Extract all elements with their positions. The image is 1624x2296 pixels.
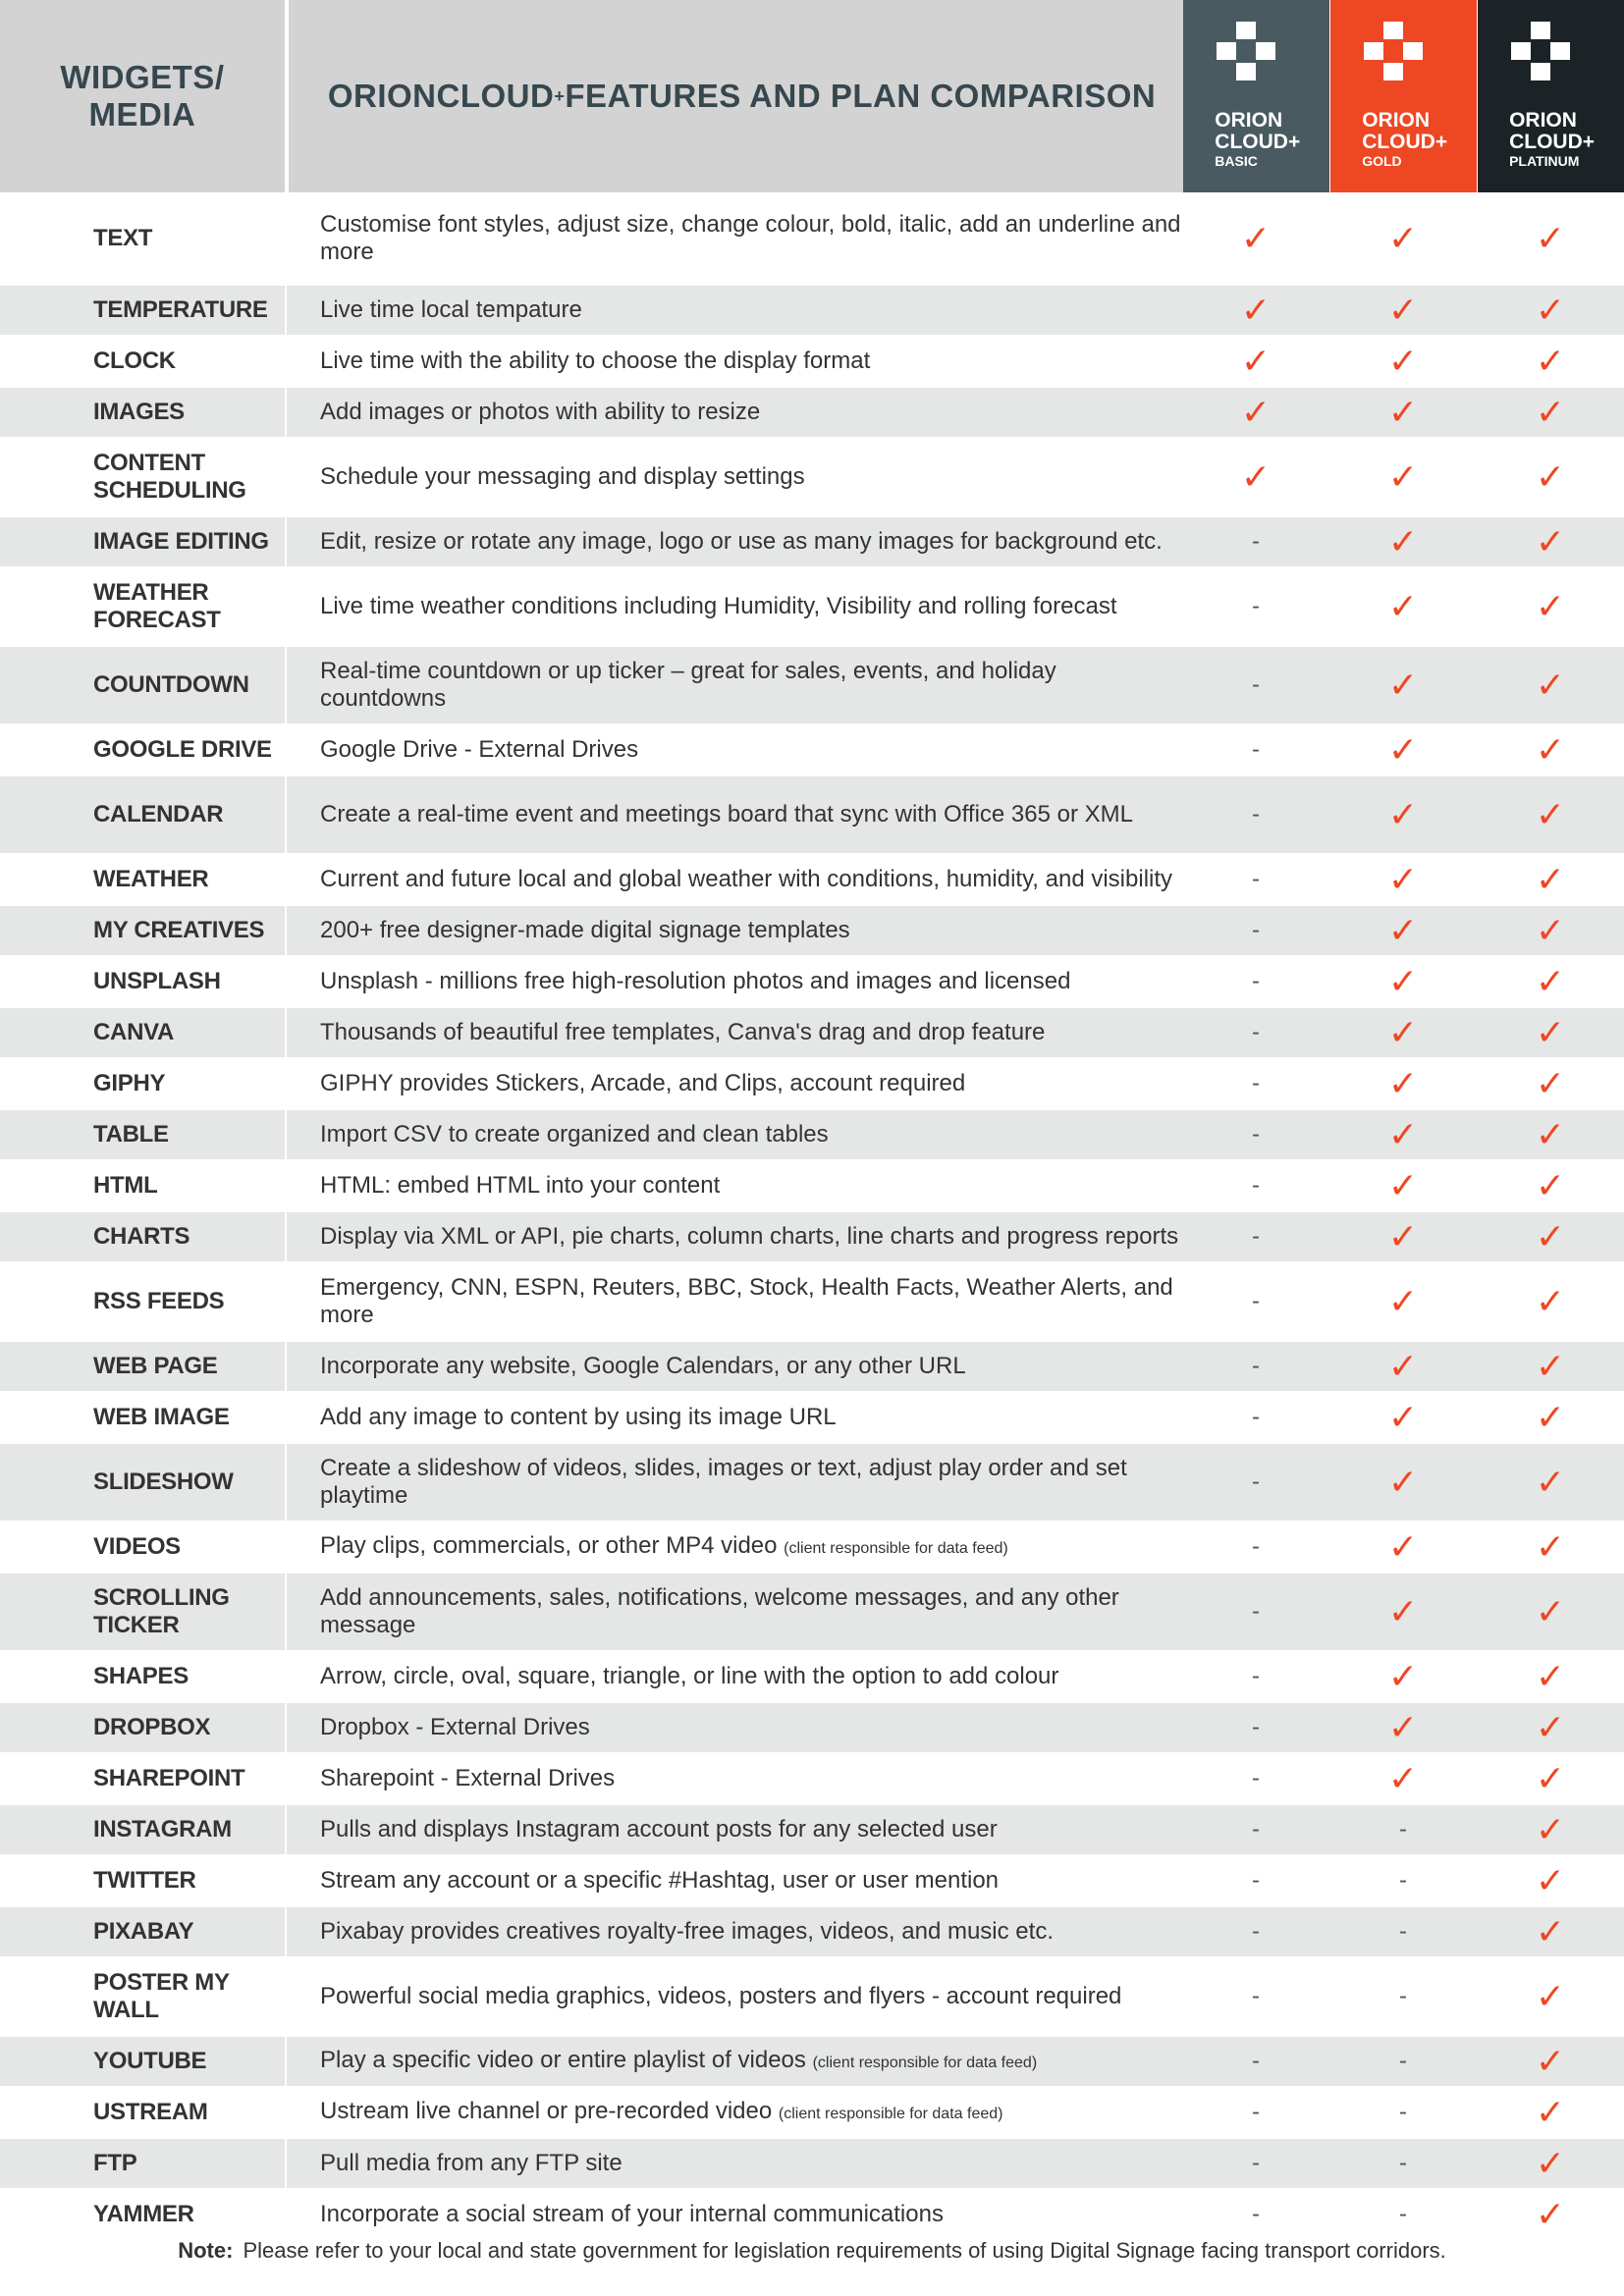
check-icon-gold: ✓ bbox=[1387, 961, 1419, 1001]
dash-gold: - bbox=[1399, 1918, 1407, 1945]
check-icon-platinum: ✓ bbox=[1535, 910, 1566, 950]
check-icon-gold: ✓ bbox=[1387, 1281, 1419, 1321]
plan-name-basic: ORION CLOUD+ BASIC bbox=[1215, 109, 1301, 169]
dash-basic: - bbox=[1252, 866, 1260, 892]
check-icon-platinum: ✓ bbox=[1535, 2143, 1566, 2183]
feature-name: GOOGLE DRIVE bbox=[93, 736, 272, 763]
check-icon-platinum: ✓ bbox=[1535, 794, 1566, 834]
check-icon-gold: ✓ bbox=[1387, 665, 1419, 705]
table-row bbox=[0, 388, 1624, 439]
feature-description bbox=[285, 1008, 1182, 1057]
check-icon-platinum: ✓ bbox=[1535, 1526, 1566, 1567]
feature-name: YAMMER bbox=[93, 2201, 194, 2227]
check-icon-gold: ✓ bbox=[1387, 1526, 1419, 1567]
feature-name: IMAGE EDITING bbox=[93, 528, 269, 555]
check-icon-platinum: ✓ bbox=[1535, 1346, 1566, 1386]
dash-gold: - bbox=[1399, 2201, 1407, 2227]
plan-header-platinum bbox=[1478, 0, 1624, 192]
table-row bbox=[0, 2088, 1624, 2139]
feature-description-text: Thousands of beautiful free templates, Canva's drag and drop feature bbox=[320, 1019, 1046, 1045]
feature-description bbox=[285, 337, 1182, 386]
feature-description bbox=[285, 1161, 1182, 1210]
table-row bbox=[0, 1444, 1624, 1522]
table-row bbox=[0, 1263, 1624, 1342]
dash-basic: - bbox=[1252, 1816, 1260, 1842]
table-row bbox=[0, 1856, 1624, 1907]
table-row bbox=[0, 1212, 1624, 1263]
table-row bbox=[0, 568, 1624, 647]
feature-name: USTREAM bbox=[93, 2099, 208, 2125]
title-brand: ORIONCLOUD bbox=[327, 78, 555, 114]
check-icon-platinum: ✓ bbox=[1535, 859, 1566, 899]
plan-name-gold: ORION CLOUD+ GOLD bbox=[1362, 109, 1448, 169]
title-rest: FEATURES AND PLAN COMPARISON bbox=[565, 78, 1157, 114]
check-icon-gold: ✓ bbox=[1387, 1346, 1419, 1386]
feature-name: UNSPLASH bbox=[93, 968, 221, 994]
table-row bbox=[0, 1574, 1624, 1652]
check-icon-gold: ✓ bbox=[1387, 521, 1419, 561]
dash-basic: - bbox=[1252, 1663, 1260, 1689]
check-icon-basic: ✓ bbox=[1240, 217, 1272, 258]
feature-description-text: Play clips, commercials, or other MP4 video bbox=[320, 1531, 778, 1559]
feature-name: CLOCK bbox=[93, 347, 176, 374]
feature-name: TEMPERATURE bbox=[93, 296, 268, 323]
dash-basic: - bbox=[1252, 1867, 1260, 1894]
check-icon-gold: ✓ bbox=[1387, 1114, 1419, 1154]
feature-description-text: Play a specific video or entire playlist of videos bbox=[320, 2046, 806, 2073]
table-header bbox=[0, 0, 1624, 192]
check-icon-platinum: ✓ bbox=[1535, 1114, 1566, 1154]
table-row bbox=[0, 1754, 1624, 1805]
plan-tier-gold: GOLD bbox=[1362, 153, 1402, 169]
feature-description bbox=[285, 1522, 1182, 1572]
dash-basic: - bbox=[1252, 1765, 1260, 1791]
orion-logo-icon bbox=[1511, 22, 1570, 80]
feature-description bbox=[285, 2088, 1182, 2137]
feature-description bbox=[285, 725, 1182, 774]
check-icon-platinum: ✓ bbox=[1535, 665, 1566, 705]
table-row bbox=[0, 1059, 1624, 1110]
check-icon-platinum: ✓ bbox=[1535, 1281, 1566, 1321]
table-row bbox=[0, 647, 1624, 725]
check-icon-gold: ✓ bbox=[1387, 1063, 1419, 1103]
check-icon-platinum: ✓ bbox=[1535, 1462, 1566, 1502]
feature-name: SLIDESHOW bbox=[93, 1468, 234, 1495]
feature-name: WEATHER FORECAST bbox=[93, 579, 221, 633]
feature-description bbox=[285, 1805, 1182, 1854]
dash-basic: - bbox=[1252, 917, 1260, 943]
feature-description-text: Real-time countdown or up ticker – great for sales, events, and holiday countdowns bbox=[320, 658, 1056, 712]
table-row bbox=[0, 192, 1624, 286]
table-row bbox=[0, 725, 1624, 776]
check-icon-gold: ✓ bbox=[1387, 1165, 1419, 1205]
feature-name: POSTER MY WALL bbox=[93, 1969, 230, 2023]
dash-gold: - bbox=[1399, 2099, 1407, 2125]
check-icon-gold: ✓ bbox=[1387, 1216, 1419, 1256]
widgets-media-header bbox=[0, 0, 285, 192]
dash-basic: - bbox=[1252, 1223, 1260, 1250]
dash-basic: - bbox=[1252, 1019, 1260, 1045]
feature-description bbox=[285, 1703, 1182, 1752]
feature-name: RSS FEEDS bbox=[93, 1288, 225, 1314]
dash-basic: - bbox=[1252, 593, 1260, 619]
feature-description-text: Create a real-time event and meetings board that sync with Office 365 or XML bbox=[320, 801, 1133, 828]
feature-description-text: Add images or photos with ability to resize bbox=[320, 399, 761, 425]
orion-logo-icon bbox=[1217, 22, 1275, 80]
check-icon-gold: ✓ bbox=[1387, 217, 1419, 258]
dash-basic: - bbox=[1252, 1070, 1260, 1096]
feature-name: TABLE bbox=[93, 1121, 169, 1148]
feature-description bbox=[285, 2139, 1182, 2188]
feature-description-text: 200+ free designer-made digital signage templates bbox=[320, 917, 850, 943]
feature-description-text: Live time with the ability to choose the display format bbox=[320, 347, 871, 374]
table-row bbox=[0, 2139, 1624, 2190]
feature-table bbox=[0, 192, 1624, 2241]
feature-description bbox=[285, 568, 1182, 645]
table-row bbox=[0, 439, 1624, 517]
feature-description bbox=[285, 1263, 1182, 1340]
check-icon-basic: ✓ bbox=[1240, 456, 1272, 497]
dash-basic: - bbox=[1252, 2150, 1260, 2176]
check-icon-platinum: ✓ bbox=[1535, 456, 1566, 497]
check-icon-platinum: ✓ bbox=[1535, 1707, 1566, 1747]
feature-description bbox=[285, 517, 1182, 566]
dash-basic: - bbox=[1252, 1714, 1260, 1740]
feature-description-text: Pull media from any FTP site bbox=[320, 2150, 623, 2176]
feature-description bbox=[285, 1754, 1182, 1803]
feature-name: TWITTER bbox=[93, 1867, 196, 1894]
plan-tier-basic: BASIC bbox=[1215, 153, 1258, 169]
check-icon-platinum: ✓ bbox=[1535, 1591, 1566, 1631]
check-icon-platinum: ✓ bbox=[1535, 1397, 1566, 1437]
table-row bbox=[0, 1805, 1624, 1856]
widgets-header-line2: MEDIA bbox=[88, 96, 196, 133]
feature-description-text: Live time weather conditions including Humidity, Visibility and rolling forecast bbox=[320, 593, 1117, 619]
dash-basic: - bbox=[1252, 801, 1260, 828]
table-row bbox=[0, 337, 1624, 388]
plan-name-platinum: ORION CLOUD+ PLATINUM bbox=[1509, 109, 1596, 169]
dash-basic: - bbox=[1252, 671, 1260, 698]
check-icon-platinum: ✓ bbox=[1535, 521, 1566, 561]
dash-basic: - bbox=[1252, 528, 1260, 555]
feature-description-text: Display via XML or API, pie charts, column charts, line charts and progress reports bbox=[320, 1223, 1179, 1250]
feature-description bbox=[285, 1856, 1182, 1905]
feature-description-text: HTML: embed HTML into your content bbox=[320, 1172, 721, 1199]
check-icon-platinum: ✓ bbox=[1535, 961, 1566, 1001]
feature-name: PIXABAY bbox=[93, 1918, 194, 1945]
feature-name: DROPBOX bbox=[93, 1714, 211, 1740]
table-row bbox=[0, 2037, 1624, 2088]
check-icon-gold: ✓ bbox=[1387, 1397, 1419, 1437]
check-icon-platinum: ✓ bbox=[1535, 1809, 1566, 1849]
dash-gold: - bbox=[1399, 2150, 1407, 2176]
feature-description bbox=[285, 1444, 1182, 1521]
feature-description-text: Google Drive - External Drives bbox=[320, 736, 639, 763]
check-icon-gold: ✓ bbox=[1387, 1758, 1419, 1798]
check-icon-gold: ✓ bbox=[1387, 1012, 1419, 1052]
check-icon-gold: ✓ bbox=[1387, 1591, 1419, 1631]
table-row bbox=[0, 776, 1624, 855]
check-icon-platinum: ✓ bbox=[1535, 2194, 1566, 2234]
table-row bbox=[0, 855, 1624, 906]
footnote-label: Note: bbox=[178, 2238, 234, 2263]
feature-description-note: (client responsible for data feed) bbox=[812, 2054, 1038, 2071]
widgets-header-line1: WIDGETS/ bbox=[60, 59, 225, 95]
check-icon-gold: ✓ bbox=[1387, 910, 1419, 950]
dash-basic: - bbox=[1252, 1121, 1260, 1148]
check-icon-platinum: ✓ bbox=[1535, 1656, 1566, 1696]
feature-description bbox=[285, 1907, 1182, 1956]
table-row bbox=[0, 517, 1624, 568]
check-icon-gold: ✓ bbox=[1387, 1707, 1419, 1747]
table-row bbox=[0, 1907, 1624, 1958]
table-row bbox=[0, 286, 1624, 337]
feature-description bbox=[285, 2190, 1182, 2239]
feature-name: HTML bbox=[93, 1172, 158, 1199]
orion-logo-icon bbox=[1364, 22, 1423, 80]
check-icon-platinum: ✓ bbox=[1535, 1165, 1566, 1205]
dash-basic: - bbox=[1252, 2201, 1260, 2227]
feature-description-text: Edit, resize or rotate any image, logo or use as many images for background etc. bbox=[320, 528, 1163, 555]
feature-description-text: Dropbox - External Drives bbox=[320, 1714, 590, 1740]
feature-description-text: GIPHY provides Stickers, Arcade, and Clips, account required bbox=[320, 1070, 966, 1096]
table-row bbox=[0, 1342, 1624, 1393]
feature-description-text: Current and future local and global weather with conditions, humidity, and visibility bbox=[320, 866, 1173, 892]
footnote bbox=[0, 2238, 1624, 2264]
feature-name: WEATHER bbox=[93, 866, 209, 892]
feature-description-text: Incorporate any website, Google Calendars, or any other URL bbox=[320, 1353, 966, 1379]
feature-description-text: Arrow, circle, oval, square, triangle, or line with the option to add colour bbox=[320, 1663, 1059, 1689]
feature-description bbox=[285, 957, 1182, 1006]
plan-tier-platinum: PLATINUM bbox=[1509, 153, 1580, 169]
feature-name: SCROLLING TICKER bbox=[93, 1584, 230, 1638]
feature-description bbox=[285, 388, 1182, 437]
dash-basic: - bbox=[1252, 1983, 1260, 2009]
feature-name: WEB PAGE bbox=[93, 1353, 218, 1379]
feature-description-text: Schedule your messaging and display settings bbox=[320, 463, 805, 490]
check-icon-basic: ✓ bbox=[1240, 341, 1272, 381]
feature-description-text: Pixabay provides creatives royalty-free images, videos, and music etc. bbox=[320, 1918, 1054, 1945]
table-row bbox=[0, 957, 1624, 1008]
check-icon-basic: ✓ bbox=[1240, 392, 1272, 432]
dash-basic: - bbox=[1252, 1404, 1260, 1430]
dash-basic: - bbox=[1252, 1598, 1260, 1625]
check-icon-platinum: ✓ bbox=[1535, 1860, 1566, 1900]
check-icon-gold: ✓ bbox=[1387, 1656, 1419, 1696]
check-icon-gold: ✓ bbox=[1387, 392, 1419, 432]
feature-description bbox=[285, 286, 1182, 335]
table-row bbox=[0, 1652, 1624, 1703]
check-icon-gold: ✓ bbox=[1387, 586, 1419, 626]
feature-name: TEXT bbox=[93, 224, 153, 251]
feature-description-text: Add announcements, sales, notifications, welcome messages, and any other message bbox=[320, 1584, 1119, 1638]
dash-basic: - bbox=[1252, 2099, 1260, 2125]
check-icon-gold: ✓ bbox=[1387, 1462, 1419, 1502]
feature-name: SHAREPOINT bbox=[93, 1765, 245, 1791]
plan-header-basic bbox=[1183, 0, 1329, 192]
feature-name: SHAPES bbox=[93, 1663, 189, 1689]
table-row bbox=[0, 906, 1624, 957]
feature-description bbox=[285, 1342, 1182, 1391]
feature-description bbox=[285, 647, 1182, 723]
feature-description bbox=[285, 439, 1182, 515]
feature-description bbox=[285, 776, 1182, 853]
feature-name: COUNTDOWN bbox=[93, 671, 249, 698]
check-icon-platinum: ✓ bbox=[1535, 1911, 1566, 1951]
dash-basic: - bbox=[1252, 1172, 1260, 1199]
feature-description-text: Unsplash - millions free high-resolution photos and images and licensed bbox=[320, 968, 1071, 994]
feature-name: YOUTUBE bbox=[93, 2048, 207, 2074]
check-icon-basic: ✓ bbox=[1240, 290, 1272, 330]
check-icon-gold: ✓ bbox=[1387, 341, 1419, 381]
table-row bbox=[0, 1522, 1624, 1574]
feature-description-text: Emergency, CNN, ESPN, Reuters, BBC, Stock, Health Facts, Weather Alerts, and more bbox=[320, 1274, 1173, 1328]
dash-basic: - bbox=[1252, 1468, 1260, 1495]
dash-gold: - bbox=[1399, 1983, 1407, 2009]
table-row bbox=[0, 1958, 1624, 2037]
table-row bbox=[0, 1161, 1624, 1212]
feature-name: MY CREATIVES bbox=[93, 917, 265, 943]
check-icon-gold: ✓ bbox=[1387, 794, 1419, 834]
check-icon-platinum: ✓ bbox=[1535, 290, 1566, 330]
feature-description bbox=[285, 855, 1182, 904]
plan-header-gold bbox=[1330, 0, 1477, 192]
check-icon-platinum: ✓ bbox=[1535, 586, 1566, 626]
check-icon-gold: ✓ bbox=[1387, 859, 1419, 899]
check-icon-platinum: ✓ bbox=[1535, 1216, 1566, 1256]
feature-description bbox=[285, 1393, 1182, 1442]
footnote-text: Please refer to your local and state government for legislation requirements of using Digital Signage facing transport corridors. bbox=[243, 2238, 1446, 2263]
feature-description-text: Stream any account or a specific #Hashtag, user or user mention bbox=[320, 1867, 1000, 1894]
check-icon-platinum: ✓ bbox=[1535, 729, 1566, 770]
feature-description-note: (client responsible for data feed) bbox=[778, 2105, 1003, 2122]
feature-description bbox=[285, 1958, 1182, 2035]
table-row bbox=[0, 1110, 1624, 1161]
title-plus: + bbox=[554, 85, 566, 106]
dash-basic: - bbox=[1252, 1288, 1260, 1314]
feature-name: VIDEOS bbox=[93, 1533, 181, 1560]
feature-name: CONTENT SCHEDULING bbox=[93, 450, 246, 504]
table-row bbox=[0, 1393, 1624, 1444]
feature-name: CHARTS bbox=[93, 1223, 190, 1250]
dash-gold: - bbox=[1399, 2048, 1407, 2074]
feature-name: INSTAGRAM bbox=[93, 1816, 232, 1842]
check-icon-platinum: ✓ bbox=[1535, 1012, 1566, 1052]
page-title bbox=[289, 0, 1183, 192]
feature-name: CALENDAR bbox=[93, 801, 224, 828]
feature-description bbox=[285, 1652, 1182, 1701]
feature-name: GIPHY bbox=[93, 1070, 166, 1096]
dash-basic: - bbox=[1252, 736, 1260, 763]
feature-name: IMAGES bbox=[93, 399, 185, 425]
table-row bbox=[0, 1008, 1624, 1059]
dash-basic: - bbox=[1252, 1533, 1260, 1560]
table-row bbox=[0, 1703, 1624, 1754]
feature-description bbox=[285, 1110, 1182, 1159]
table-row bbox=[0, 2190, 1624, 2241]
feature-description-text: Powerful social media graphics, videos, posters and flyers - account required bbox=[320, 1983, 1122, 2009]
dash-basic: - bbox=[1252, 1353, 1260, 1379]
check-icon-platinum: ✓ bbox=[1535, 2041, 1566, 2081]
check-icon-gold: ✓ bbox=[1387, 729, 1419, 770]
feature-description-text: Import CSV to create organized and clean tables bbox=[320, 1121, 829, 1148]
check-icon-gold: ✓ bbox=[1387, 456, 1419, 497]
feature-name: WEB IMAGE bbox=[93, 1404, 230, 1430]
check-icon-gold: ✓ bbox=[1387, 290, 1419, 330]
feature-description-text: Create a slideshow of videos, slides, images or text, adjust play order and set playtime bbox=[320, 1455, 1127, 1509]
feature-description-text: Add any image to content by using its image URL bbox=[320, 1404, 837, 1430]
dash-basic: - bbox=[1252, 2048, 1260, 2074]
feature-description-text: Pulls and displays Instagram account posts for any selected user bbox=[320, 1816, 998, 1842]
check-icon-platinum: ✓ bbox=[1535, 1063, 1566, 1103]
check-icon-platinum: ✓ bbox=[1535, 1976, 1566, 2016]
check-icon-platinum: ✓ bbox=[1535, 392, 1566, 432]
check-icon-platinum: ✓ bbox=[1535, 341, 1566, 381]
feature-description bbox=[285, 2037, 1182, 2086]
feature-description-text: Customise font styles, adjust size, change colour, bold, italic, add an underline and more bbox=[320, 210, 1181, 265]
feature-name: CANVA bbox=[93, 1019, 175, 1045]
feature-description-note: (client responsible for data feed) bbox=[784, 1539, 1008, 1557]
feature-description bbox=[285, 192, 1182, 284]
feature-name: FTP bbox=[93, 2150, 137, 2176]
dash-basic: - bbox=[1252, 1918, 1260, 1945]
check-icon-platinum: ✓ bbox=[1535, 1758, 1566, 1798]
feature-description-text: Ustream live channel or pre-recorded video bbox=[320, 2097, 773, 2124]
feature-description bbox=[285, 1212, 1182, 1261]
feature-description bbox=[285, 906, 1182, 955]
dash-basic: - bbox=[1252, 968, 1260, 994]
feature-description bbox=[285, 1059, 1182, 1108]
check-icon-platinum: ✓ bbox=[1535, 2092, 1566, 2132]
feature-description-text: Incorporate a social stream of your internal communications bbox=[320, 2201, 944, 2227]
feature-description-text: Live time local tempature bbox=[320, 296, 582, 323]
dash-gold: - bbox=[1399, 1867, 1407, 1894]
dash-gold: - bbox=[1399, 1816, 1407, 1842]
feature-description bbox=[285, 1574, 1182, 1650]
feature-description-text: Sharepoint - External Drives bbox=[320, 1765, 616, 1791]
check-icon-platinum: ✓ bbox=[1535, 217, 1566, 258]
